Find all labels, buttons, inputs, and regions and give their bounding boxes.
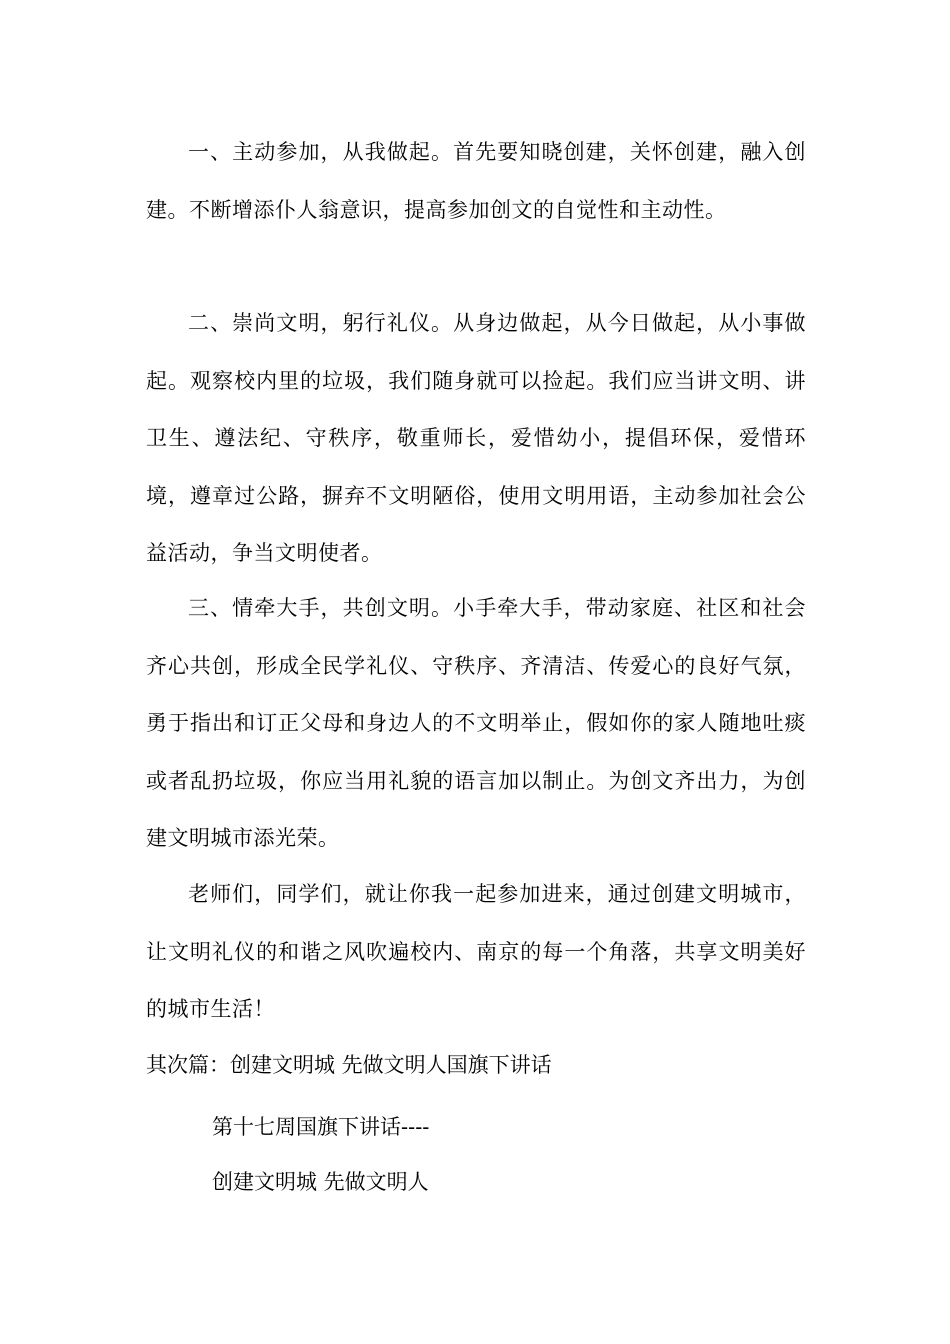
paragraph-3: 三、情牵大手，共创文明。小手牵大手，带动家庭、社区和社会齐心共创，形成全民学礼仪、守秩序、齐清洁、传爱心的良好气氛，勇于指出和订正父母和身边人的不文明举止，假如你的家人随地吐痰或者乱扔垃圾，你应当用礼貌的语言加以制止。为创文齐出力，为创建文明城市添光荣。 — [146, 596, 806, 850]
paragraph-2: 二、崇尚文明，躬行礼仪。从身边做起，从今日做起，从小事做起。观察校内里的垃圾，我们随身就可以捡起。我们应当讲文明、讲卫生、遵法纪、守秩序，敬重师长，爱惜幼小，提倡环保，爱惜环境，遵章过公路，摒弃不文明陋俗，使用文明用语，主动参加社会公益活动，争当文明使者。 — [146, 311, 806, 565]
section-heading: 其次篇：创建文明城 先做文明人国旗下讲话 — [146, 1053, 552, 1077]
speech-week-title: 第十七周国旗下讲话---- — [212, 1115, 430, 1139]
speech-title: 创建文明城 先做文明人 — [212, 1170, 429, 1194]
paragraph-1: 一、主动参加，从我做起。首先要知晓创建，关怀创建，融入创建。不断增添仆人翁意识，提高参加创文的自觉性和主动性。 — [146, 140, 806, 222]
paragraph-4: 老师们，同学们，就让你我一起参加进来，通过创建文明城市，让文明礼仪的和谐之风吹遍校内、南京的每一个角落，共享文明美好的城市生活！ — [146, 882, 806, 1021]
